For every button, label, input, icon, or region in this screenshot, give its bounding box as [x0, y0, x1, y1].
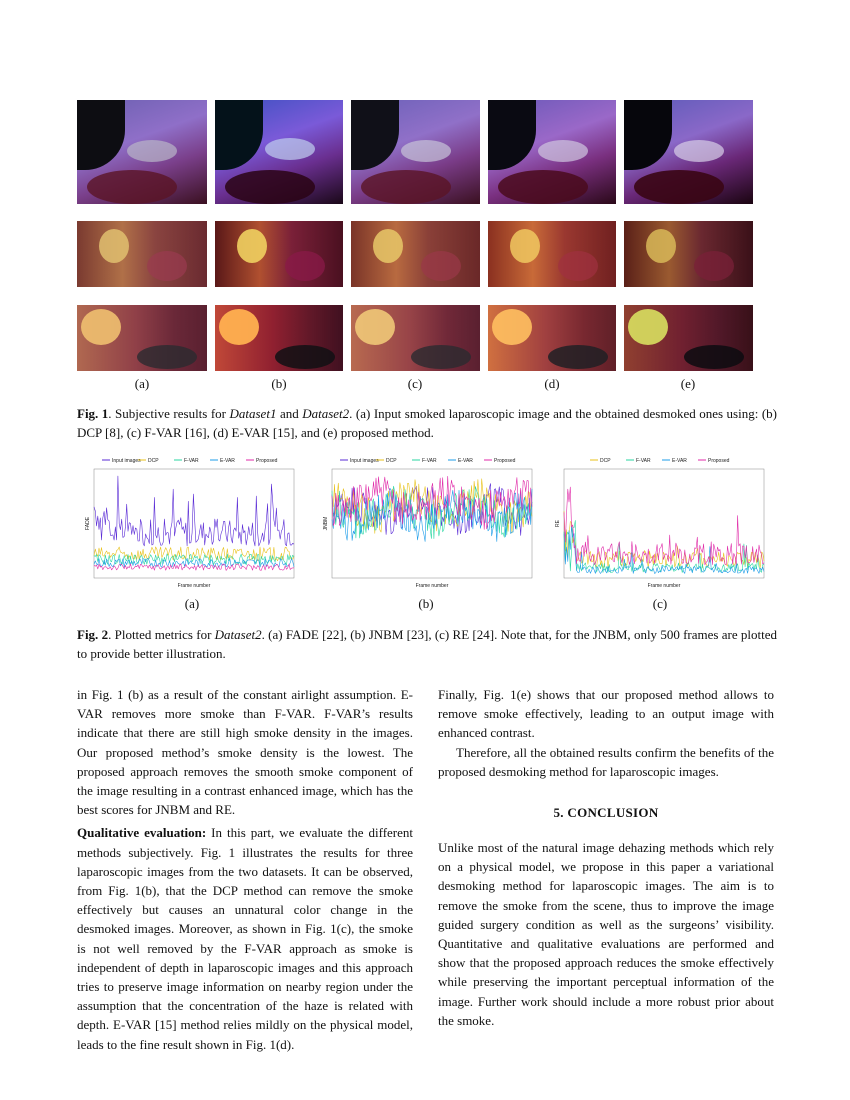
legend-label-4: Proposed	[256, 458, 278, 464]
legend-label-4: Proposed	[494, 458, 516, 464]
right-paragraph-2: Therefore, all the obtained results confirm the benefits of the proposed desmoking method for laparoscopic images.	[438, 744, 774, 779]
conclusion-text	[438, 838, 774, 1030]
legend-label-3: Proposed	[708, 458, 730, 464]
fig1-row1-fvar-image	[351, 100, 480, 204]
fig1-row1-dcp-image	[215, 100, 343, 204]
left-paragraph-2	[77, 823, 413, 1053]
legend-label-1: F-VAR	[636, 458, 651, 464]
right-paragraph-1: Finally, Fig. 1(e) shows that our proposed method allows to remove smoke effectively, leading to an output image with enhanced contrast.	[438, 687, 774, 741]
fig1-row1-evar-image	[488, 100, 616, 204]
series-line-0	[94, 476, 294, 546]
fig1-row2-input-image	[77, 221, 207, 287]
legend-label-1: DCP	[148, 458, 159, 464]
left-column	[77, 685, 413, 1054]
fig2-plot-re	[554, 455, 770, 590]
fig2-sublabel-b: (b)	[418, 596, 434, 611]
legend-label-2: F-VAR	[422, 458, 437, 464]
fig2-caption-dataset: Dataset2	[214, 627, 262, 642]
left-paragraph-1: in Fig. 1 (b) as a result of the constant airlight assumption. E-VAR removes more smoke than F-VAR. F-VAR’s results indicate that there are still high smoke density in the images. Our proposed method’s smoke density is the lowest. The proposed approach removes the smooth smoke component of the image resulting in a contrast enhanced image, which has the best scores for JNBM and RE.	[77, 687, 413, 818]
fig2-plot-jnbm	[322, 455, 538, 590]
fig2-caption	[77, 625, 777, 663]
legend-label-0: Input images	[112, 458, 141, 464]
y-axis-label: JNBM	[323, 516, 329, 531]
fig1-row1-input-image	[77, 100, 207, 204]
fig2-plot-fade	[84, 455, 300, 590]
legend-label-3: E-VAR	[458, 458, 473, 464]
fig2-caption-label: Fig. 2	[77, 627, 109, 642]
legend-label-1: DCP	[386, 458, 397, 464]
fig1-caption-dataset2: Dataset2	[302, 406, 350, 421]
fig1-caption-post: . (a) Input smoked laparoscopic image and the obtained desmoked ones using: (b) DCP [8], (c) F-VAR [16], (d) E-VAR [15], and (e) proposed method.	[77, 406, 777, 440]
fig1-sublabel-e: (e)	[680, 376, 696, 391]
series-line-0	[564, 511, 764, 568]
fig1-row2-proposed-image	[624, 221, 753, 287]
legend-label-0: DCP	[600, 458, 611, 464]
legend-label-2: F-VAR	[184, 458, 199, 464]
fig1-row3-proposed-image	[624, 305, 753, 371]
qualitative-evaluation-text: In this part, we evaluate the different methods subjectively. Fig. 1 illustrates the results for three laparoscopic images from the two datasets. It can be observed, from Fig. 1(b), that the DCP method can remove the smoke effectively but causes an unnatural color change in the desmoked images. Moreover, as shown in Fig. 1(c), the smoke is not well removed by the F-VAR approach as smoke is independent of depth in laparoscopic images and this approach tries to preserve image information on nearby region under the assumption that the concentration of the haze is related with depth. E-VAR [15] method relies mildly on the physical model, leads to the fine result shown in Fig. 1(d).	[77, 825, 413, 1052]
conclusion-paragraph: Unlike most of the natural image dehazing methods which rely on a physical model, we propose in this paper a variational desmoking method for laparoscopic images. The aim is to remove the smoke from the scene, thus to improve the image guided surgery condition as well as the surgeons’ visibility. Quantitative and qualitative evaluations are performed and show that the proposed approach reduces the smoke effectively while preserving the important perceptual information of the image. Further work should include a more robust prior about the smoke.	[438, 840, 774, 1028]
fig1-row3-input-image	[77, 305, 207, 371]
fig1-row2-evar-image	[488, 221, 616, 287]
fig1-row1-proposed-image	[624, 100, 753, 204]
y-axis-label: FADE	[85, 516, 91, 531]
legend-label-3: E-VAR	[220, 458, 235, 464]
section-heading-conclusion: 5. CONCLUSION	[553, 805, 659, 820]
fig1-row2-fvar-image	[351, 221, 480, 287]
fig2-sublabel-c: (c)	[652, 596, 668, 611]
legend-label-0: Input images	[350, 458, 379, 464]
fig1-row3-dcp-image	[215, 305, 343, 371]
fig1-sublabel-b: (b)	[271, 376, 287, 391]
fig1-sublabel-a: (a)	[134, 376, 150, 391]
fig1-row2-dcp-image	[215, 221, 343, 287]
fig1-sublabel-d: (d)	[544, 376, 560, 391]
fig1-row3-evar-image	[488, 305, 616, 371]
jnbm-chart-svg	[322, 455, 538, 590]
fig1-caption	[77, 404, 777, 442]
fig1-caption-label: Fig. 1	[77, 406, 109, 421]
fig1-row3-fvar-image	[351, 305, 480, 371]
legend-label-2: E-VAR	[672, 458, 687, 464]
qualitative-evaluation-title: Qualitative evaluation:	[77, 825, 207, 841]
x-axis-label: Frame number	[415, 583, 449, 589]
fig1-sublabel-c: (c)	[407, 376, 423, 391]
fig2-caption-pre: . Plotted metrics for	[108, 627, 215, 642]
fig2-sublabel-a: (a)	[184, 596, 200, 611]
axes-box	[94, 469, 294, 578]
fig1-caption-and: and	[276, 406, 303, 421]
right-column	[438, 685, 774, 781]
re-chart-svg	[554, 455, 770, 590]
x-axis-label: Frame number	[647, 583, 681, 589]
y-axis-label: RE	[555, 520, 561, 527]
fig2-caption-post: . (a) FADE [22], (b) JNBM [23], (c) RE [24]. Note that, for the JNBM, only 500 frames are plotted to provide better illustration.	[77, 627, 777, 661]
fig1-caption-pre: . Subjective results for	[108, 406, 230, 421]
fig1-caption-dataset1: Dataset1	[229, 406, 277, 421]
fade-chart-svg	[84, 455, 300, 590]
x-axis-label: Frame number	[177, 583, 211, 589]
